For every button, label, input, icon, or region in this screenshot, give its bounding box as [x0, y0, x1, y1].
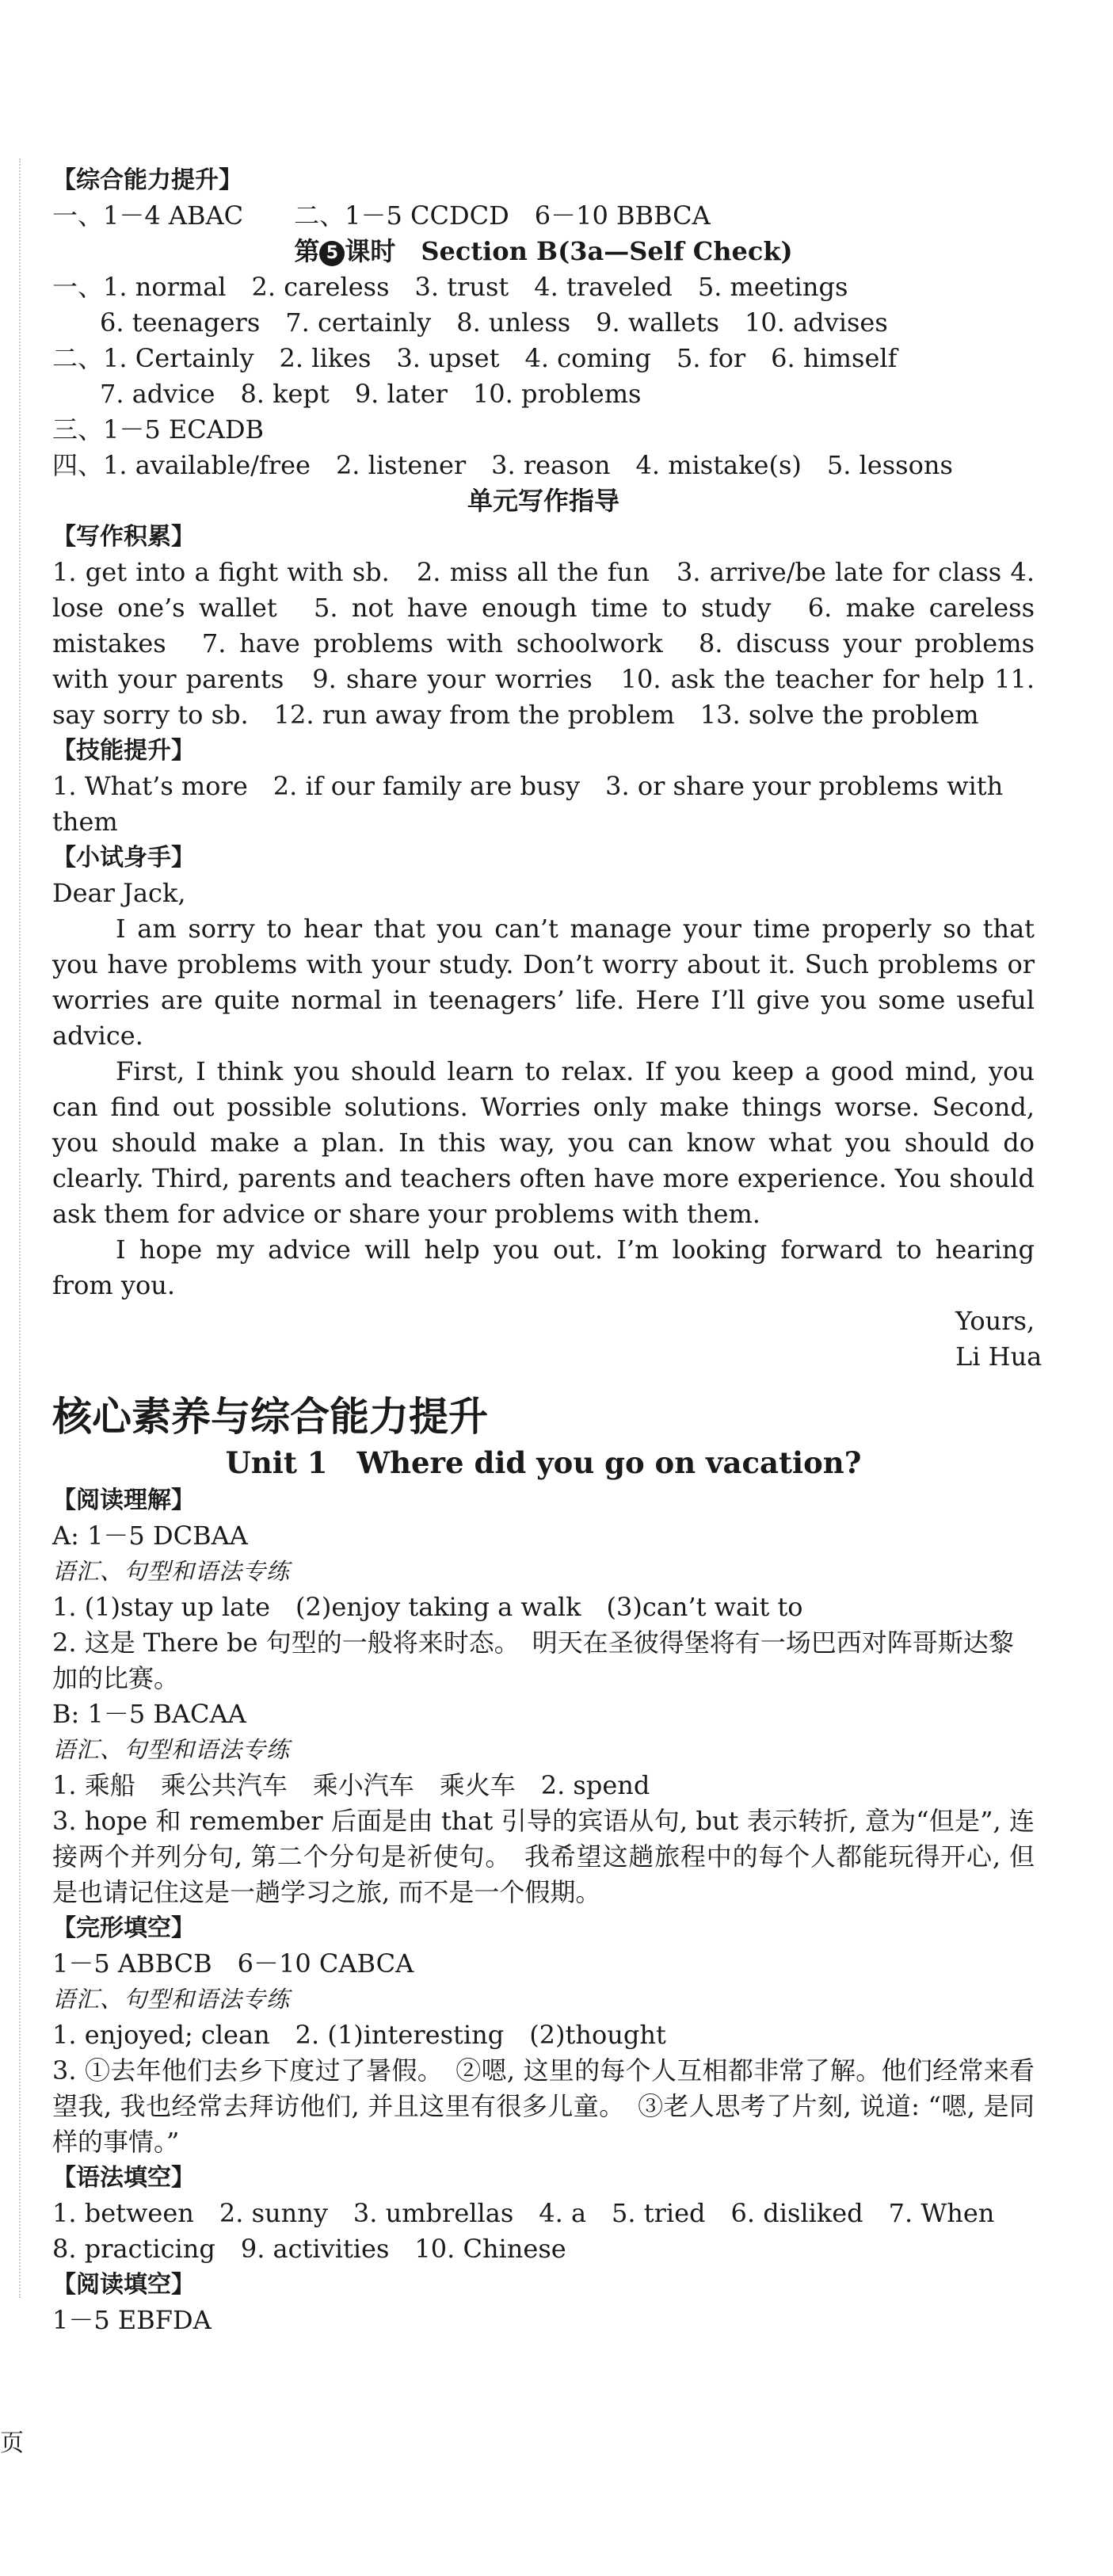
letter-closing: Yours,: [955, 1306, 1035, 1336]
section-heading: 【完形填空】: [52, 1914, 195, 1942]
answer-line: 一、1－4 ABAC 二、1－5 CCDCD 6－10 BBBCA: [52, 200, 711, 231]
unit-title: Unit 1 Where did you go on vacation?: [225, 1445, 862, 1480]
section-heading: 【阅读理解】: [52, 1486, 195, 1514]
lesson-title: [52, 234, 1035, 269]
letter-paragraph: I am sorry to hear that you can’t manage your time properly so that you have problems with your study. Don’t worry about it. Such problems or worries are quite normal in teenagers’ life. Here I’ll give you some useful advice.: [52, 914, 1035, 1051]
answer-line: 1－5 EBFDA: [52, 2305, 212, 2335]
page-marker: 页: [0, 2429, 24, 2457]
answer-line: 7. advice 8. kept 9. later 10. problems: [100, 379, 642, 409]
chapter-title: 核心素养与综合能力提升: [52, 1394, 488, 1440]
answer-line: 1. enjoyed; clean 2. (1)interesting (2)thought: [52, 2020, 666, 2050]
binding-margin-line: [19, 158, 21, 2298]
letter-paragraph: First, I think you should learn to relax. If you keep a good mind, you can find out possible solutions. Worries only make things worse. Second, you should make a plan. In this way, you can know what you should do clearly. Third, parents and teachers often have more experience. You should ask them for advice or share your problems with them.: [52, 1056, 1035, 1229]
answer-line: 二、1. Certainly 2. likes 3. upset 4. coming 5. for 6. himself: [52, 343, 898, 373]
answer-line: 2. 这是 There be 句型的一般将来时态。 明天在圣彼得堡将有一场巴西对阵哥斯达黎加的比赛。: [52, 1628, 1014, 1693]
lesson-title-suffix: 课时 Section B(3a—Self Check): [345, 236, 793, 266]
answer-line: A: 1－5 DCBAA: [52, 1521, 248, 1551]
answer-line: 1. (1)stay up late (2)enjoy taking a walk (3)can’t wait to: [52, 1592, 803, 1622]
answer-line: 三、1－5 ECADB: [52, 414, 265, 445]
writing-guide-title: 单元写作指导: [467, 486, 619, 516]
section-heading: 【写作积累】: [52, 523, 195, 551]
answer-line: 四、1. available/free 2. listener 3. reason 4. mistake(s) 5. lessons: [52, 450, 953, 480]
letter-signature: Li Hua: [955, 1341, 1042, 1372]
answer-page: [52, 162, 1042, 2338]
answer-line: 3. ①去年他们去乡下度过了暑假。 ②嗯, 这里的每个人互相都非常了解。他们经常来看望我, 我也经常去拜访他们, 并且这里有很多儿童。 ③老人思考了片刻, 说道: “嗯, 是同样的事情。”: [52, 2055, 1035, 2157]
writing-accumulation-text: 1. get into a fight with sb. 2. miss all the fun 3. arrive/be late for class 4. lose one’s wallet 5. not have enough time to study 6. make careless mistakes 7. have problems with schoolwork 8. discuss your problems with your parents 9. share your worries 10. ask the teacher for help 11. say sorry to sb. 12. run away from the problem 13. solve the problem: [52, 557, 1035, 730]
answer-line: 8. practicing 9. activities 10. Chinese: [52, 2234, 566, 2264]
section-heading: 【语法填空】: [52, 2164, 195, 2192]
letter-paragraph: I hope my advice will help you out. I’m looking forward to hearing from you.: [52, 1235, 1035, 1300]
section-heading: 【阅读填空】: [52, 2271, 195, 2299]
answer-line: 3. hope 和 remember 后面是由 that 引导的宾语从句, but 表示转折, 意为“但是”, 连接两个并列分句, 第二个分句是祈使句。 我希望这趟旅程中的每个人都能玩得开心, 但是也请记住这是一趟学习之旅, 而不是一个假期。: [52, 1806, 1035, 1907]
lesson-title-prefix: 第: [294, 236, 320, 266]
section-heading: 【综合能力提升】: [52, 166, 242, 194]
answer-line: B: 1－5 BACAA: [52, 1699, 246, 1729]
answer-line: 6. teenagers 7. certainly 8. unless 9. wallets 10. advises: [100, 307, 888, 338]
answer-line: 1. 乘船 乘公共汽车 乘小汽车 乘火车 2. spend: [52, 1770, 650, 1800]
answer-line: 一、1. normal 2. careless 3. trust 4. traveled 5. meetings: [52, 272, 848, 302]
practice-label: 语汇、句型和语法专练: [52, 1558, 291, 1585]
practice-label: 语汇、句型和语法专练: [52, 1986, 291, 2013]
skill-text: 1. What’s more 2. if our family are busy 3. or share your problems with them: [52, 771, 1004, 837]
letter-salutation: Dear Jack,: [52, 878, 186, 908]
section-heading: 【小试身手】: [52, 844, 195, 872]
lesson-number-badge: 5: [319, 241, 345, 266]
answer-line: 1. between 2. sunny 3. umbrellas 4. a 5. tried 6. disliked 7. When: [52, 2198, 995, 2228]
section-heading: 【技能提升】: [52, 737, 195, 765]
answer-line: 1－5 ABBCB 6－10 CABCA: [52, 1948, 414, 1979]
practice-label: 语汇、句型和语法专练: [52, 1736, 291, 1763]
